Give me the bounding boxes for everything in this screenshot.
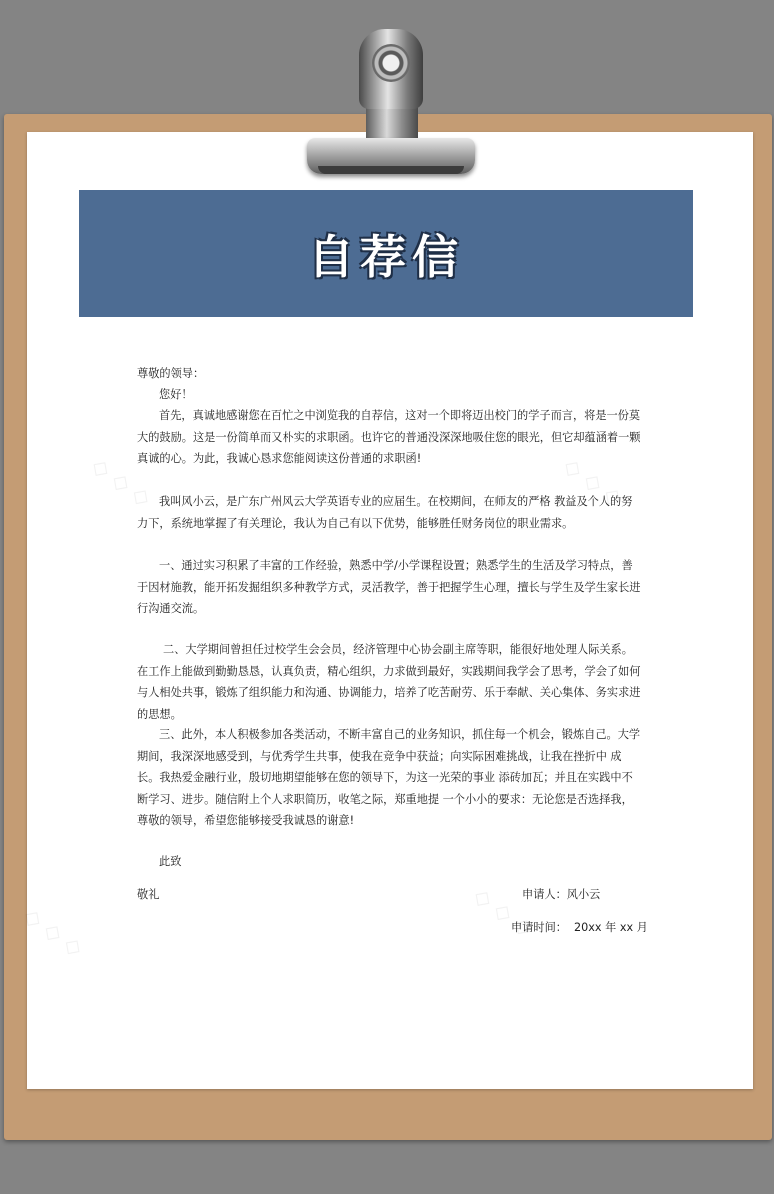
regards: 敬礼: [137, 888, 160, 901]
apply-time: 申请时间： 20xx 年 xx 月: [511, 921, 648, 934]
binder-clip-rivet: [372, 44, 410, 82]
paragraph-2: [137, 491, 641, 534]
binder-clip-edge: [318, 166, 464, 174]
greeting: 您好！: [159, 388, 193, 401]
title-banner: [79, 190, 693, 317]
paragraph-3: [137, 555, 641, 620]
applicant-name: 申请人：风小云: [522, 888, 601, 901]
paragraph-5: [137, 724, 641, 832]
closing: 此致: [159, 855, 182, 868]
paragraph-text: 一、通过实习积累了丰富的工作经验，熟悉中学/小学课程设置；熟悉学生的生活及学习特点，善于因材施教，能开拓发掘组织多种教学方式，灵活教学，善于把握学生心理，擅长与学生及学生家长进行沟通交流。: [137, 559, 641, 615]
paragraph-text: 首先，真诚地感谢您在百忙之中浏览我的自荐信，这对一个即将迈出校门的学子而言，将是一份莫大的鼓励。这是一份简单而又朴实的求职函。也许它的普通没深深地吸住您的眼光，但它却蕴涵着一颗真诚的心。为此，我诚心恳求您能阅读这份普通的求职函!: [137, 409, 641, 465]
watermark: ◇ ◇ ◇: [18, 903, 88, 962]
paragraph-1: [137, 405, 641, 470]
paragraph-4: [137, 639, 641, 725]
paragraph-text: 二、大学期间曾担任过校学生会会员，经济管理中心协会副主席等职，能很好地处理人际关系。在工作上能做到勤勤恳恳，认真负责，精心组织，力求做到最好，实践期间我学会了思考，学会了如何与人相处共事，锻炼了组织能力和沟通、协调能力，培养了吃苦耐劳、乐于奉献、关心集体、务实求进的思想。: [137, 643, 641, 721]
watermark: ◇ ◇ ◇: [86, 453, 156, 512]
watermark: ◇ ◇ ◇: [468, 883, 538, 942]
watermark: ◇ ◇ ◇: [558, 453, 628, 512]
paragraph-text: 我叫风小云，是广东广州风云大学英语专业的应届生。在校期间，在师友的严格 教益及个人的努力下，系统地掌握了有关理论，我认为自己有以下优势，能够胜任财务岗位的职业需求。: [137, 495, 633, 530]
letter-title: 自荐信: [308, 229, 464, 284]
paragraph-text: 三、此外，本人积极参加各类活动，不断丰富自己的业务知识，抓住每一个机会，锻炼自己。大学期间，我深深地感受到，与优秀学生共事，使我在竞争中获益；向实际困难挑战，让我在挫折中 成长。我热爱金融行业，殷切地期望能够在您的领导下，为这一光荣的事业 添砖加瓦；并且在实践中不断学习、进步。随信附上个人求职简历，收笔之际，郑重地提 一个小小的要求：无论您是否选择我，尊敬的领导，希望您能够接受我诚恳的谢意!: [137, 728, 641, 827]
salutation: 尊敬的领导：: [137, 367, 205, 380]
